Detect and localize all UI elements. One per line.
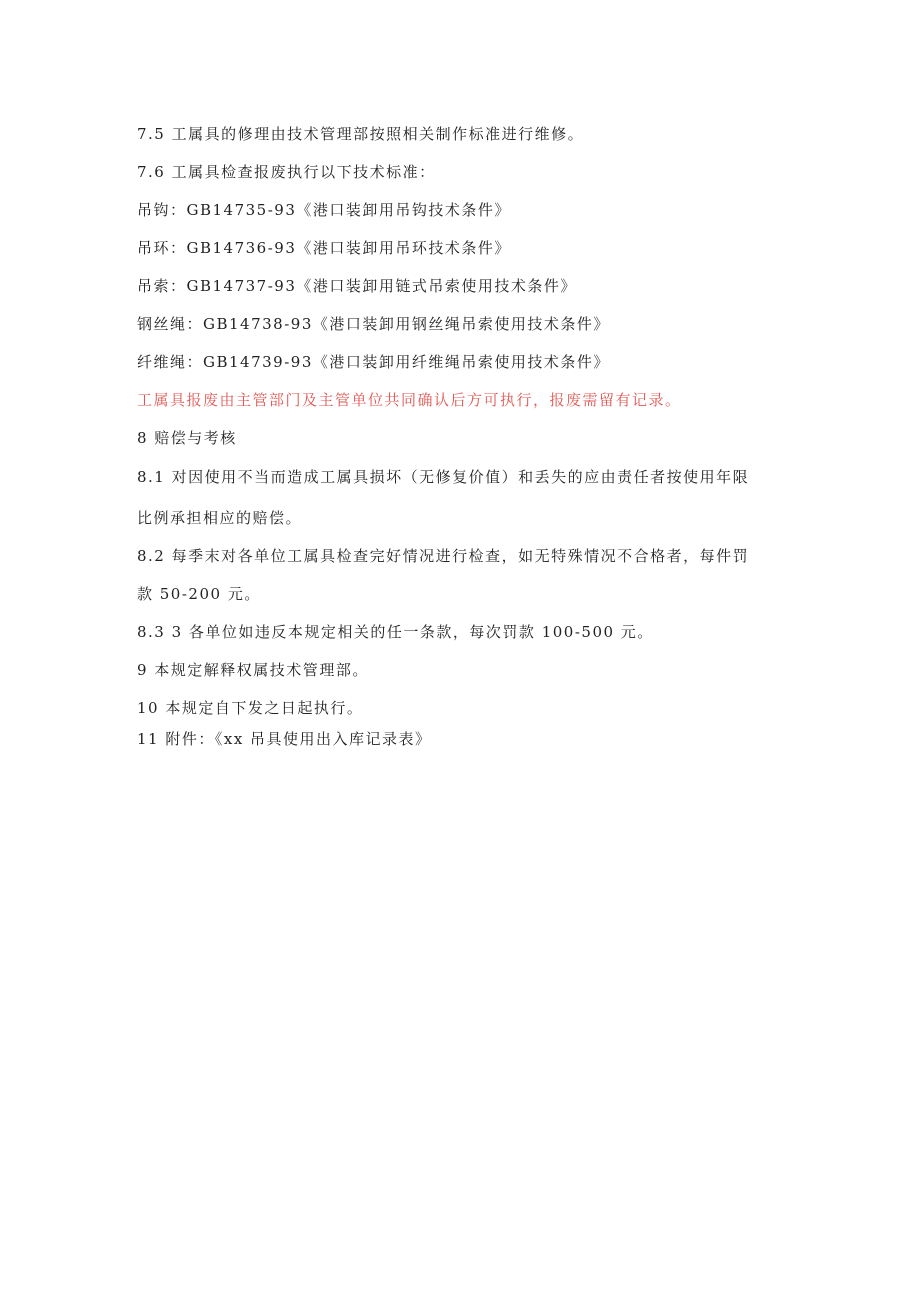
section-11-attachment: 11 附件：《xx 吊具使用出入库记录表》 (137, 730, 432, 748)
section-10: 10 本规定自下发之日起执行。 (137, 699, 364, 717)
standard-wire-rope: 钢丝绳：GB14738-93《港口装卸用钢丝绳吊索使用技术条件》 (137, 315, 610, 333)
scrap-confirmation-note: 工属具报废由主管部门及主管单位共同确认后方可执行，报废需留有记录。 (137, 391, 682, 409)
standard-ring: 吊环：GB14736-93《港口装卸用吊环技术条件》 (137, 239, 511, 257)
section-8-heading: 8 赔偿与考核 (137, 429, 237, 447)
standard-fiber-rope: 纤维绳：GB14739-93《港口装卸用纤维绳吊索使用技术条件》 (137, 353, 610, 371)
clause-8-1-line-1: 8.1 对因使用不当而造成工属具损坏（无修复价值）和丢失的应由责任者按使用年限 (137, 468, 750, 486)
clause-8-1-line-2: 比例承担相应的赔偿。 (137, 509, 303, 527)
standard-hook: 吊钩：GB14735-93《港口装卸用吊钩技术条件》 (137, 201, 511, 219)
clause-7-6: 7.6 工属具检查报废执行以下技术标准： (137, 163, 436, 181)
clause-7-5: 7.5 工属具的修理由技术管理部按照相关制作标准进行维修。 (137, 125, 585, 143)
clause-8-2-line-1: 8.2 每季末对各单位工属具检查完好情况进行检查，如无特殊情况不合格者，每件罚 (137, 547, 750, 565)
standard-sling: 吊索：GB14737-93《港口装卸用链式吊索使用技术条件》 (137, 277, 577, 295)
clause-8-2-line-2: 款 50-200 元。 (137, 585, 261, 603)
clause-8-3: 8.3 3 各单位如违反本规定相关的任一条款，每次罚款 100-500 元。 (137, 623, 654, 641)
section-9: 9 本规定解释权属技术管理部。 (137, 661, 369, 679)
